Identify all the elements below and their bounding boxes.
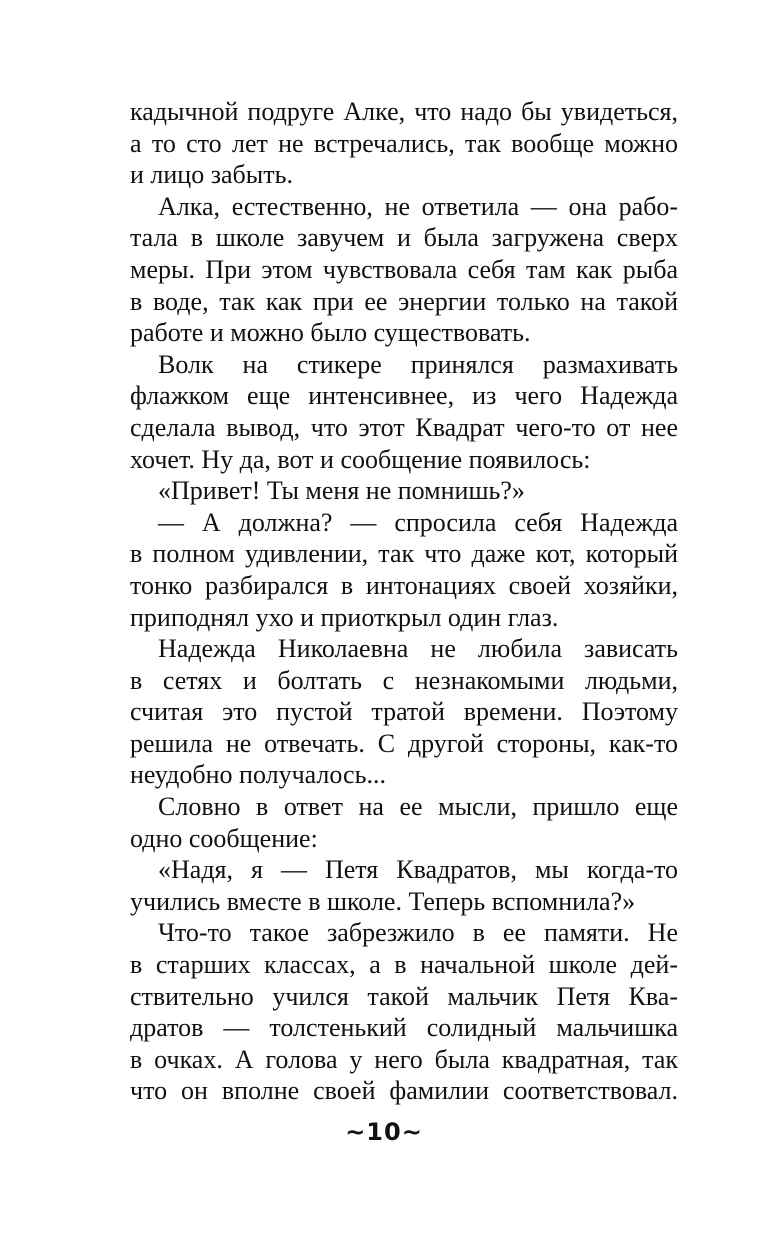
text-line: решила не отвечать. С другой стороны, как-то xyxy=(130,728,678,758)
text-line: в старших классах, а в начальной школе дей- xyxy=(130,950,678,980)
text-line: неудобно получалось... xyxy=(130,760,386,790)
text-line: Что-то такое забрезжило в ее памяти. Не xyxy=(158,918,678,948)
text-line: «Привет! Ты меня не помнишь?» xyxy=(158,476,525,506)
text-line: меры. При этом чувствовала себя там как рыба xyxy=(130,254,678,284)
text-line: Алка, естественно, не ответила — она рабо- xyxy=(158,191,678,221)
text-line: а то сто лет не встречались, так вообще можно xyxy=(130,128,678,158)
text-line: в сетях и болтать с незнакомыми людьми, xyxy=(130,665,678,695)
text-line: в полном удивлении, так что даже кот, который xyxy=(130,539,678,569)
text-line: в воде, так как при ее энергии только на такой xyxy=(130,286,678,316)
text-line: Словно в ответ на ее мысли, пришло еще xyxy=(158,792,678,822)
text-line: кадычной подруге Алке, что надо бы увидеться, xyxy=(130,97,678,126)
text-line: считая это пустой тратой времени. Поэтому xyxy=(130,697,678,727)
text-line: приподнял ухо и приоткрыл один глаз. xyxy=(130,602,559,632)
text-line: работе и можно было существовать. xyxy=(130,318,531,348)
page-body xyxy=(130,96,678,1107)
page-number: ~10~ xyxy=(345,1118,423,1146)
text-line: тонко разбирался в интонациях своей хозяйки, xyxy=(130,570,678,600)
text-line: одно сообщение: xyxy=(130,823,318,853)
text-line: учились вместе в школе. Теперь вспомнила?» xyxy=(130,886,636,916)
text-line: что он вполне своей фамилии соответствовал. xyxy=(130,1076,678,1106)
text-line: флажком еще интенсивнее, из чего Надежда xyxy=(130,381,678,411)
text-line: тала в школе завучем и была загружена сверх xyxy=(130,223,678,253)
text-line: — А должна? — спросила себя Надежда xyxy=(158,507,678,537)
text-line: ствительно учился такой мальчик Петя Ква- xyxy=(130,981,678,1011)
text-line: Волк на стикере принялся размахивать xyxy=(158,349,678,379)
text-line: «Надя, я — Петя Квадратов, мы когда-то xyxy=(158,855,678,885)
text-line: Надежда Николаевна не любила зависать xyxy=(158,634,678,664)
text-line: сделала вывод, что этот Квадрат чего-то от нее xyxy=(130,412,678,442)
text-line: и лицо забыть. xyxy=(130,160,293,190)
text-line: в очках. А голова у него была квадратная, так xyxy=(130,1044,678,1074)
text-line: дратов — толстенький солидный мальчишка xyxy=(130,1013,678,1043)
text-line: хочет. Ну да, вот и сообщение появилось: xyxy=(130,444,591,474)
